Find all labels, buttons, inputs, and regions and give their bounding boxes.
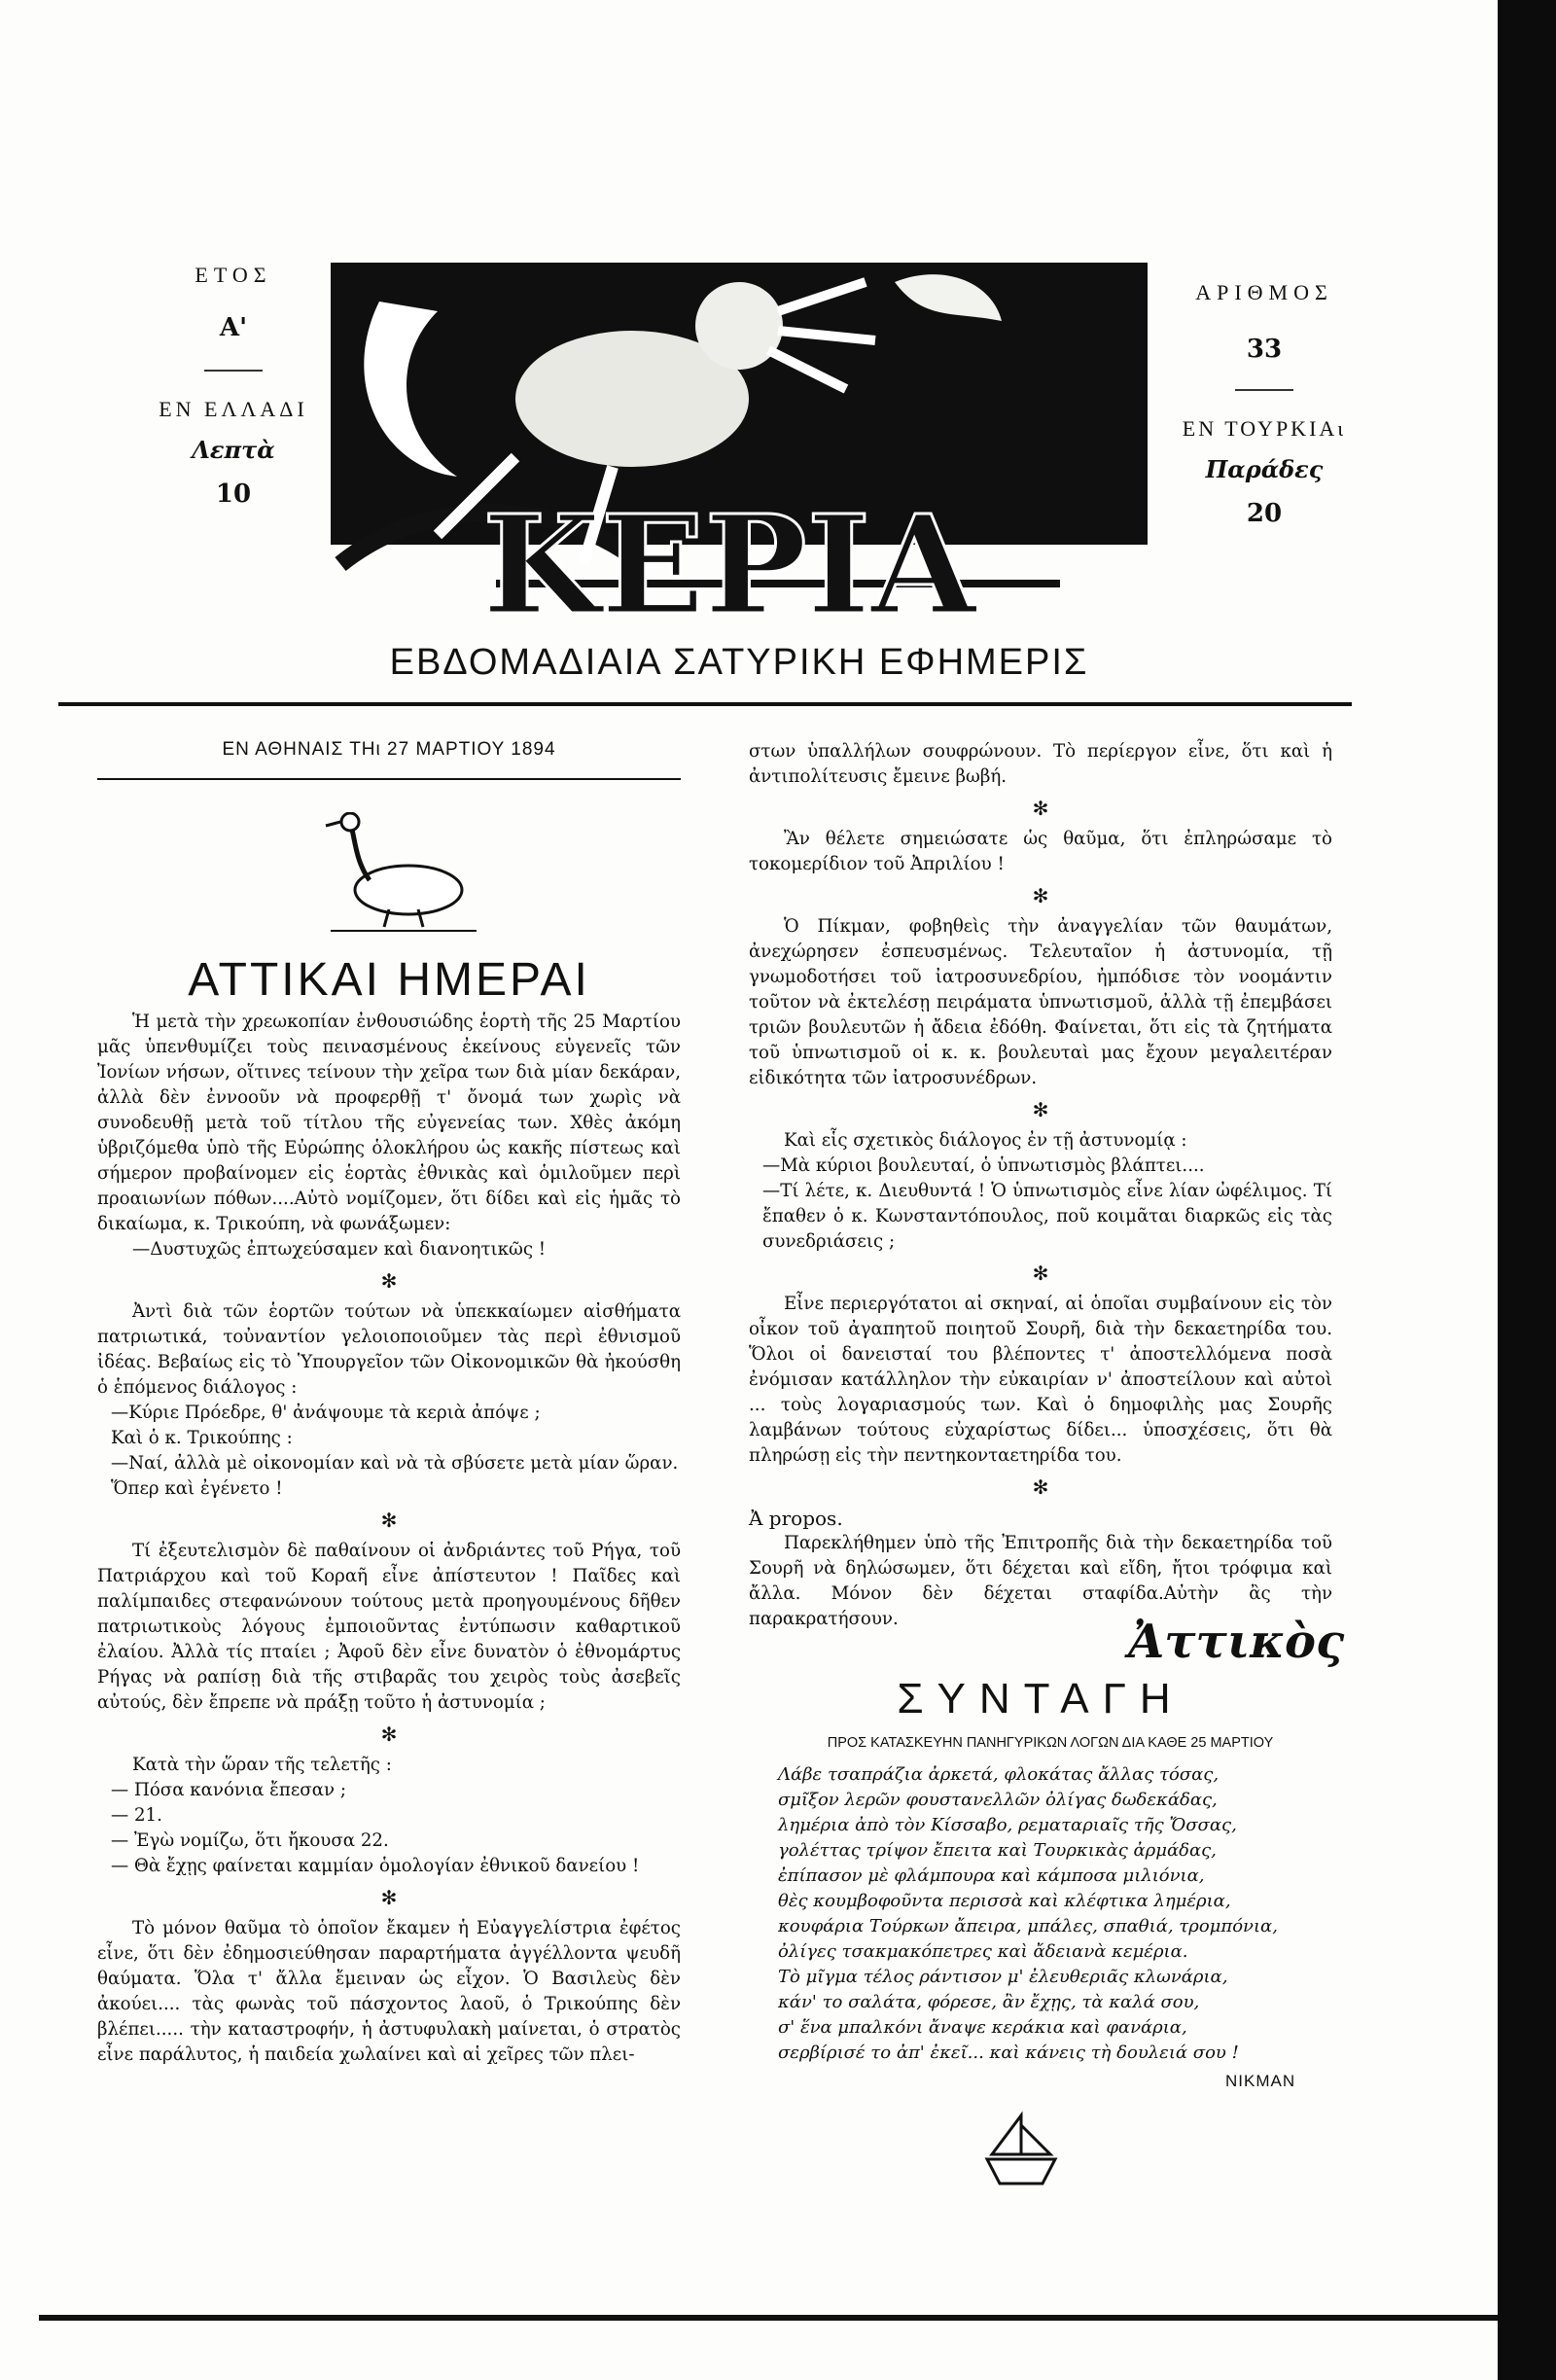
paragraph: Ἀντὶ διὰ τῶν ἑορτῶν τούτων νὰ ὑπεκκαίωμεν αἰσθήματα πατριωτικά, τοὐναντίον γελοιοποιοῦμεν τὰς περὶ ἐθνισμοῦ ἰδέας. Βεβαίως εἰς τὸ Ὑπουργεῖον τῶν Οἰκονομικῶν θὰ ἠκούσθη ὁ ἑπόμενος διάλογος : [97,1301,681,1398]
masthead-right [1148,280,1381,528]
paragraph: Τί ἐξευτελισμὸν δὲ παθαίνουν οἱ ἀνδριάντες τοῦ Ρήγα, τοῦ Πατριάρχου καὶ τοῦ Κοραῆ εἶνε ἀπίστευτον ! Παῖδες καὶ παλίμπαιδες στεφανώνουν τούτους μετὰ προηγουμένους δῆθεν πατριωτικοὺς λόγους ἐμποιοῦντας ἐντύπωσιν καθαρτικοῦ ἐλαίου. Ἀλλὰ τίς πταίει ; Ἀφοῦ δὲν εἶνε δυνατὸν ὁ ἐθνομάρτυς Ρήγας νὰ ραπίσῃ διὰ τῆς στιβαρᾶς του χειρὸς τοὺς ἀσεβεῖς αὐτούς, δὲν ἔπρεπε νὰ πράξῃ τοῦτο ἡ ἀστυνομία ; [97,1541,681,1713]
issue-value: 33 [1246,335,1283,364]
dialogue-line: — Θὰ ἔχῃς φαίνεται καμμίαν ὁμολογίαν ἐθνικοῦ δανείου ! [111,1856,640,1876]
dialogue-line: —Μὰ κύριοι βουλευταί, ὁ ὑπνωτισμὸς βλάπτει.... [762,1155,1205,1176]
dialogue-line: Καὶ ὁ κ. Τρικούπης : [111,1428,293,1448]
poem-line: σμῖξον λερῶν φουστανελλῶν ὀλίγας δωδεκάδας, [778,1790,1218,1810]
price-greece: 10 [215,480,252,509]
paragraph: Τὸ μόνον θαῦμα τὸ ὁποῖον ἔκαμεν ἡ Εὐαγγελίστρια ἐφέτος εἶνε, ὅτι δὲν ἐδημοσιεύθησαν παραρτήματα ἀγγέλλοντα ψευδῆ θαύματα. Ὅλα τ' ἄλλα ἔμειναν ὡς εἶχον. Ὁ Βασιλεὺς δὲν ἀκούει.... τὰς φωνὰς τοῦ πάσχοντος λαοῦ, ὁ Τρικούπης δὲν βλέπει..... τὴν καταστροφήν, ἡ ἀστυφυλακὴ μαίνεται, ὁ στρατὸς εἶνε παράλυτος, ἡ παιδεία χωλαίνει καὶ αἱ χεῖρες τῶν πλει- [97,1918,681,2065]
section-star: ✻ [1032,1261,1049,1285]
section-star: ✻ [1032,1475,1049,1499]
masthead-subtitle: ΕΒΔΟΜΑΔΙΑΙΑ ΣΑΤΥΡΙΚΗ ΕΦΗΜΕΡΙΣ [389,642,1089,683]
poem-line: θὲς κουμβοφοῦντα περισσὰ καὶ κλέφτικα λημέρια, [778,1891,1231,1911]
poem-line: ἐπίπασον μὲ φλάμπουρα καὶ κάμποσα μιλιόνια, [778,1865,1205,1886]
masthead-rule [58,702,1352,706]
goose-illustration [311,812,486,939]
signature: Ἀττικὸς [1128,1615,1345,1669]
region-greece: ΕΝ ΕΛΛΑΔΙ [159,397,308,421]
bottom-rule [39,2315,1498,2321]
paragraph: Ἡ μετὰ τὴν χρεωκοπίαν ἐνθουσιώδης ἑορτὴ τῆς 25 Μαρτίου μᾶς ὑπενθυμίζει τοὺς πεινασμένους ἐκείνους εὐγενεῖς τῶν Ἰονίων νήσων, οἵτινες τείνουν τὴν χεῖρα των διὰ μίαν δεκάραν, ἀλλὰ δὲν ἐννοοῦν νὰ προφερθῇ τ' ὄνομά των χωρὶς νὰ συνοδευθῇ μετὰ τοῦ τίτλου τῆς εὐγενείας των. Χθὲς ἀκόμη ὑβριζόμεθα ὑπὸ τῆς Εὐρώπης ὁλοκλήρου ὡς κακῆς πίστεως καὶ σήμερον προβαίνομεν εἰς ἑορτὰς ἐθνικὰς καὶ ὁμιλοῦμεν περὶ προαιωνίων πόθων....Αὐτὸ νομίζομεν, ὅτι δίδει καὶ εἰς ἡμᾶς τὸ δικαίωμα, κ. Τρικούπη, νὰ φωνάξωμεν: [97,1012,681,1234]
currency-turkey: Παράδες [1205,455,1324,483]
poem-line: Λάβε τσαπράζια ἀρκετά, φλοκάτας ἄλλας τόσας, [778,1764,1220,1785]
year-label: ΕΤΟΣ [194,263,272,287]
poem-line: ὀλίγες τσακμακόπετρες καὶ ἄδειανὰ κεμέρια. [778,1941,1188,1962]
article-heading: ΑΤΤΙΚΑΙ ΗΜΕΡΑΙ [188,954,590,1006]
poem-line: κουφάρια Τούρκων ἄπειρα, μπάλες, σπαθιά, τρομπόνια, [778,1916,1278,1936]
paragraph: Ἂν θέλετε σημειώσατε ὡς θαῦμα, ὅτι ἐπληρώσαμε τὸ τοκομερίδιον τοῦ Ἀπριλίου ! [749,829,1332,874]
masthead-logo-illustration [321,243,1177,632]
poem-line: Τὸ μῖγμα τέλος ράντισον μ' ἐλευθεριᾶς κλωνάρια, [778,1967,1228,1987]
paragraph: Ὁ Πίκμαν, φοβηθεὶς τὴν ἀναγγελίαν τῶν θαυμάτων, ἀνεχώρησεν ἐσπευσμένως. Τελευταῖον ἡ ἀστυνομία, τῇ γνωμοδοτήσει τοῦ ἰατροσυνεδρίου, ἠμπόδισε τὸν νοομάντιν τοῦτον νὰ ἐκτελέσῃ πειράματα ὑπνωτισμοῦ, ἀλλὰ τῇ ἐπεμβάσει τριῶν βουλευτῶν ἡ ἄδεια ἐδόθη. Φαίνεται, ὅτι εἰς τὰ ζητήματα τοῦ ὑπνωτισμοῦ οἱ κ. κ. βουλευταὶ μας ἔχουν μεγαλειτέραν εἰδικότητα τῶν ἰατροσυνέδρων. [749,916,1332,1088]
section-star: ✻ [380,1509,398,1532]
divider [204,370,263,372]
section-star: ✻ [1032,797,1049,820]
poem-line: σερβίρισέ το ἀπ' ἐκεῖ... καὶ κάνεις τὴ δουλειά σου ! [778,2043,1239,2063]
paragraph: Εἶνε περιεργότατοι αἱ σκηναί, αἱ ὁποῖαι συμβαίνουν εἰς τὸν οἶκον τοῦ ἀγαπητοῦ ποιητοῦ Σουρῆ, διὰ τὴν δεκαετηρίδα του. Ὅλοι οἱ δανεισταί του βλέποντες τ' ἀποστελλόμενα ποσὰ ἐνόμισαν κατάλληλον τὴν εὐκαιρίαν ν' ἀποστείλουν καὶ αὐτοὶ ... τοὺς λογαριασμούς των. Καὶ ὁ δημοφιλὴς μας Σουρῆς λαμβάνων τούτους εὐχαρίστως δίδει... ὑποσχέσεις, ὅτι θὰ πληρώσῃ εἰς τὴν πεντηκονταετηρίδα του. [749,1294,1332,1466]
apropos-heading: Ἀ propos. [749,1507,843,1530]
page-edge-shadow [1498,0,1556,2380]
dialogue-line: Ὅπερ καὶ ἐγένετο ! [111,1478,283,1499]
dialogue-line: —Κύριε Πρόεδρε, θ' ἀνάψουμε τὰ κεριὰ ἀπόψε ; [111,1403,541,1423]
section-star: ✻ [1032,884,1049,907]
price-turkey: 20 [1246,499,1283,528]
dialogue-line: —Τί λέτε, κ. Διευθυντά ! Ὁ ὑπνωτισμὸς εἶνε λίαν ὠφέλιμος. Τί ἔπαθεν ὁ κ. Κωνσταντόπουλος, ποῦ κοιμᾶται διαρκῶς εἰς τὰς συνεδριάσεις ; [762,1181,1332,1252]
paragraph: Κατὰ τὴν ὥραν τῆς τελετῆς : [132,1755,392,1775]
poem-line: σ' ἕνα μπαλκόνι ἄναψε κεράκια καὶ φανάρια, [778,2017,1187,2038]
paragraph: στων ὑπαλλήλων σουφρώνουν. Τὸ περίεργον εἶνε, ὅτι καὶ ἡ ἀντιπολίτευσις ἔμεινε βωβή. [749,741,1332,787]
paragraph: Καὶ εἷς σχετικὸς διάλογος ἐν τῇ ἀστυνομίᾳ : [784,1130,1187,1151]
logo-title: ΚΕΡΙΑ [482,486,976,632]
paragraph: —Δυστυχῶς ἐπτωχεύσαμεν καὶ διανοητικῶς ! [132,1239,547,1260]
dialogue-line: — Ἐγὼ νομίζω, ὅτι ἤκουσα 22. [111,1830,389,1851]
recipe-author: ΝΙΚΜΑΝ [1225,2072,1296,2090]
dialogue-line: — 21. [111,1805,162,1826]
recipe-subtitle: ΠΡΟΣ ΚΑΤΑΣΚΕΥΗΝ ΠΑΝΗΓΥΡΙΚΩΝ ΛΟΓΩΝ ΔΙΑ ΚΑΘΕ 25 ΜΑΡΤΙΟΥ [827,1735,1274,1751]
section-star: ✻ [380,1723,398,1746]
left-column-text [97,1010,681,2068]
issue-label: ΑΡΙΘΜΟΣ [1195,280,1333,304]
paragraph: Παρεκλήθημεν ὑπὸ τῆς Ἐπιτροπῆς διὰ τὴν δεκαετηρίδα τοῦ Σουρῆ νὰ δηλώσωμεν, ὅτι δέχεται καὶ εἴδη, ἤτοι τρόφιμα καὶ ἄλλα. Μόνον δὲν δέχεται σταφίδα.Αὐτὴν ἂς τὴν παρακρατήσουν. [749,1533,1332,1629]
recipe-poem [778,1762,1323,2066]
year-value: Α' [219,313,248,342]
section-star: ✻ [1032,1098,1049,1121]
masthead-left [126,263,340,509]
dialogue-line: —Ναί, ἀλλὰ μὲ οἰκονομίαν καὶ νὰ τὰ σβύσετε μετὰ μίαν ὥραν. [111,1453,679,1474]
dateline-rule [97,778,681,780]
dialogue-line: — Πόσα κανόνια ἔπεσαν ; [111,1780,346,1800]
section-star: ✻ [380,1269,398,1293]
paper-boat-icon [982,2111,1060,2198]
divider [1235,389,1293,391]
recipe-title: ΣΥΝΤΑΓΗ [897,1675,1185,1723]
currency-greece: Λεπτὰ [192,436,275,464]
logo-demon-head [695,282,783,370]
poem-line: κάν' το σαλάτα, φόρεσε, ἂν ἔχῃς, τὰ καλά σου, [778,1992,1200,2012]
dateline: ΕΝ ΑΘΗΝΑΙΣ ΤΗι 27 ΜΑΡΤΙΟΥ 1894 [222,739,556,760]
poem-line: γολέττας τρίψον ἔπειτα καὶ Τουρκικὰς ἀρμάδας, [778,1840,1217,1861]
region-turkey: ΕΝ ΤΟΥΡΚΙΑι [1182,416,1347,441]
poem-line: λημέρια ἀπὸ τὸν Κίσσαβο, ρεματαριαῖς τῆς Ὄσσας, [778,1815,1237,1835]
section-star: ✻ [380,1886,398,1909]
right-column-text [749,739,1332,1632]
